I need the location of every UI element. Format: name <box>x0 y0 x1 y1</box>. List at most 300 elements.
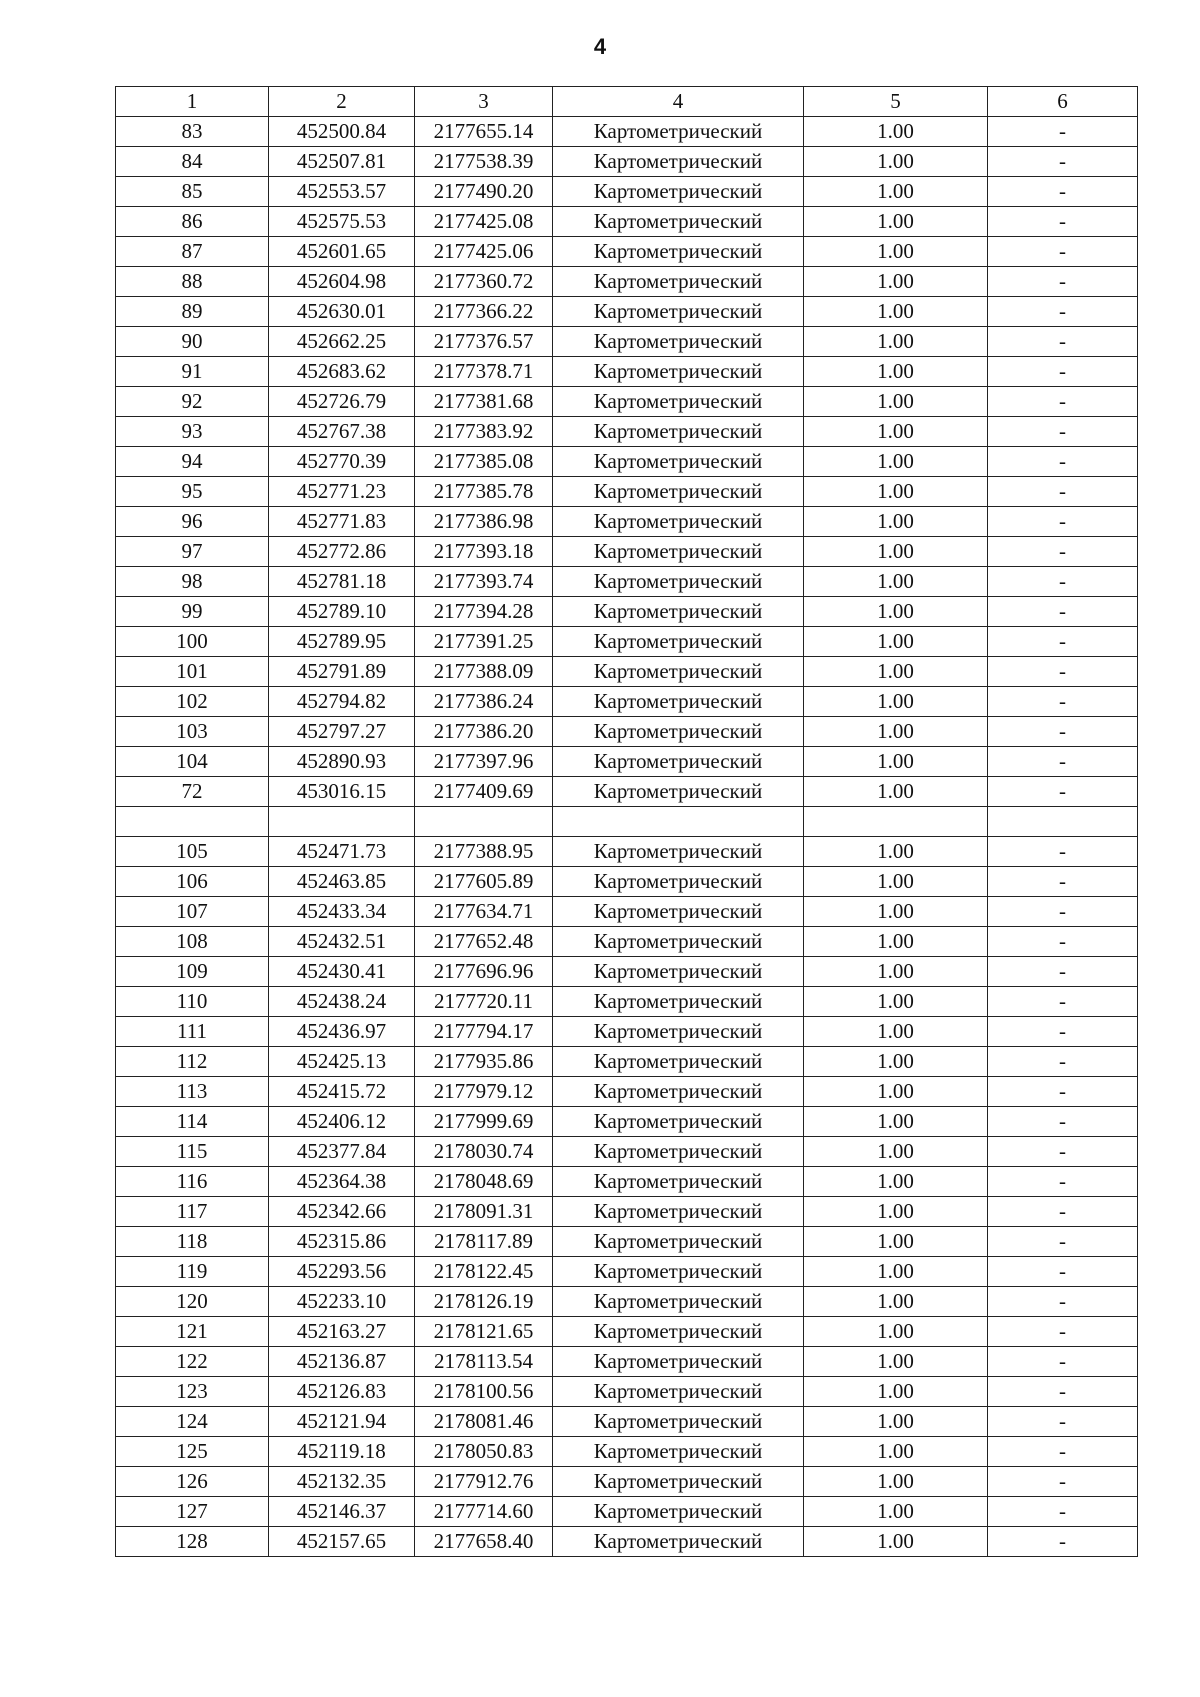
method-cell: Картометрический <box>553 777 804 807</box>
y-coordinate-cell: 2177394.28 <box>415 597 553 627</box>
table-row <box>116 1257 1138 1287</box>
table-row <box>116 747 1138 777</box>
accuracy-cell: 1.00 <box>804 1527 988 1557</box>
note-cell: - <box>988 1347 1138 1377</box>
method-cell: Картометрический <box>553 1167 804 1197</box>
x-coordinate-cell: 452119.18 <box>269 1437 415 1467</box>
method-cell: Картометрический <box>553 267 804 297</box>
point-number-cell: 97 <box>116 537 269 567</box>
y-coordinate-cell: 2178121.65 <box>415 1317 553 1347</box>
point-number-cell: 120 <box>116 1287 269 1317</box>
x-coordinate-cell: 452233.10 <box>269 1287 415 1317</box>
note-cell: - <box>988 657 1138 687</box>
point-number-cell: 119 <box>116 1257 269 1287</box>
accuracy-cell: 1.00 <box>804 627 988 657</box>
method-cell: Картометрический <box>553 1407 804 1437</box>
method-cell: Картометрический <box>553 507 804 537</box>
note-cell: - <box>988 1107 1138 1137</box>
method-cell: Картометрический <box>553 1467 804 1497</box>
method-cell: Картометрический <box>553 387 804 417</box>
x-coordinate-cell: 452662.25 <box>269 327 415 357</box>
table-row <box>116 927 1138 957</box>
accuracy-cell: 1.00 <box>804 1137 988 1167</box>
x-coordinate-cell: 452604.98 <box>269 267 415 297</box>
y-coordinate-cell: 2177381.68 <box>415 387 553 417</box>
y-coordinate-cell: 2178081.46 <box>415 1407 553 1437</box>
point-number-cell: 93 <box>116 417 269 447</box>
y-coordinate-cell: 2177360.72 <box>415 267 553 297</box>
note-cell: - <box>988 267 1138 297</box>
point-number-cell: 118 <box>116 1227 269 1257</box>
method-cell: Картометрический <box>553 927 804 957</box>
point-number-cell: 100 <box>116 627 269 657</box>
note-cell <box>988 807 1138 837</box>
y-coordinate-cell: 2177386.20 <box>415 717 553 747</box>
accuracy-cell: 1.00 <box>804 297 988 327</box>
y-coordinate-cell: 2178126.19 <box>415 1287 553 1317</box>
point-number-cell: 110 <box>116 987 269 1017</box>
note-cell: - <box>988 237 1138 267</box>
y-coordinate-cell: 2177383.92 <box>415 417 553 447</box>
table-body <box>116 117 1138 1557</box>
point-number-cell: 99 <box>116 597 269 627</box>
accuracy-cell: 1.00 <box>804 1377 988 1407</box>
note-cell: - <box>988 957 1138 987</box>
method-cell: Картометрический <box>553 627 804 657</box>
x-coordinate-cell: 452771.23 <box>269 477 415 507</box>
y-coordinate-cell: 2177720.11 <box>415 987 553 1017</box>
page-number: 4 <box>593 34 607 59</box>
table-row <box>116 537 1138 567</box>
method-cell: Картометрический <box>553 867 804 897</box>
accuracy-cell: 1.00 <box>804 267 988 297</box>
note-cell: - <box>988 1167 1138 1197</box>
x-coordinate-cell: 452415.72 <box>269 1077 415 1107</box>
method-cell: Картометрический <box>553 1137 804 1167</box>
x-coordinate-cell: 452436.97 <box>269 1017 415 1047</box>
y-coordinate-cell: 2177393.18 <box>415 537 553 567</box>
note-cell: - <box>988 717 1138 747</box>
x-coordinate-cell: 452500.84 <box>269 117 415 147</box>
x-coordinate-cell: 452433.34 <box>269 897 415 927</box>
y-coordinate-cell: 2177391.25 <box>415 627 553 657</box>
accuracy-cell: 1.00 <box>804 1227 988 1257</box>
y-coordinate-cell: 2177652.48 <box>415 927 553 957</box>
accuracy-cell: 1.00 <box>804 1317 988 1347</box>
method-cell: Картометрический <box>553 567 804 597</box>
accuracy-cell: 1.00 <box>804 1047 988 1077</box>
y-coordinate-cell: 2177388.95 <box>415 837 553 867</box>
method-cell: Картометрический <box>553 297 804 327</box>
table-row <box>116 1017 1138 1047</box>
x-coordinate-cell: 452630.01 <box>269 297 415 327</box>
method-cell: Картометрический <box>553 357 804 387</box>
method-cell: Картометрический <box>553 207 804 237</box>
table-row <box>116 177 1138 207</box>
note-cell: - <box>988 1407 1138 1437</box>
table-row <box>116 1527 1138 1557</box>
accuracy-cell: 1.00 <box>804 957 988 987</box>
x-coordinate-cell: 452553.57 <box>269 177 415 207</box>
x-coordinate-cell: 452121.94 <box>269 1407 415 1437</box>
point-number-cell: 122 <box>116 1347 269 1377</box>
accuracy-cell: 1.00 <box>804 867 988 897</box>
note-cell: - <box>988 927 1138 957</box>
x-coordinate-cell: 452342.66 <box>269 1197 415 1227</box>
y-coordinate-cell: 2178122.45 <box>415 1257 553 1287</box>
method-cell: Картометрический <box>553 1287 804 1317</box>
accuracy-cell: 1.00 <box>804 1497 988 1527</box>
table-row <box>116 567 1138 597</box>
point-number-cell: 121 <box>116 1317 269 1347</box>
y-coordinate-cell: 2177490.20 <box>415 177 553 207</box>
point-number-cell: 101 <box>116 657 269 687</box>
table-row <box>116 807 1138 837</box>
method-cell: Картометрический <box>553 1497 804 1527</box>
point-number-cell: 124 <box>116 1407 269 1437</box>
x-coordinate-cell: 452789.95 <box>269 627 415 657</box>
note-cell: - <box>988 387 1138 417</box>
column-header-3: 3 <box>415 87 553 117</box>
point-number-cell: 116 <box>116 1167 269 1197</box>
method-cell: Картометрический <box>553 417 804 447</box>
accuracy-cell: 1.00 <box>804 537 988 567</box>
x-coordinate-cell: 452794.82 <box>269 687 415 717</box>
point-number-cell: 125 <box>116 1437 269 1467</box>
table-row <box>116 987 1138 1017</box>
y-coordinate-cell: 2177385.08 <box>415 447 553 477</box>
y-coordinate-cell: 2177393.74 <box>415 567 553 597</box>
accuracy-cell: 1.00 <box>804 1407 988 1437</box>
point-number-cell: 98 <box>116 567 269 597</box>
note-cell: - <box>988 1257 1138 1287</box>
note-cell: - <box>988 117 1138 147</box>
note-cell: - <box>988 1137 1138 1167</box>
accuracy-cell: 1.00 <box>804 687 988 717</box>
column-header-5: 5 <box>804 87 988 117</box>
method-cell: Картометрический <box>553 1197 804 1227</box>
point-number-cell: 106 <box>116 867 269 897</box>
note-cell: - <box>988 987 1138 1017</box>
table-row <box>116 837 1138 867</box>
method-cell: Картометрический <box>553 687 804 717</box>
x-coordinate-cell: 452726.79 <box>269 387 415 417</box>
x-coordinate-cell: 452601.65 <box>269 237 415 267</box>
table-row <box>116 897 1138 927</box>
point-number-cell: 113 <box>116 1077 269 1107</box>
note-cell: - <box>988 597 1138 627</box>
method-cell: Картометрический <box>553 1437 804 1467</box>
y-coordinate-cell: 2177366.22 <box>415 297 553 327</box>
method-cell: Картометрический <box>553 1227 804 1257</box>
method-cell <box>553 807 804 837</box>
y-coordinate-cell: 2177425.06 <box>415 237 553 267</box>
x-coordinate-cell: 452791.89 <box>269 657 415 687</box>
accuracy-cell: 1.00 <box>804 657 988 687</box>
accuracy-cell: 1.00 <box>804 237 988 267</box>
note-cell: - <box>988 627 1138 657</box>
point-number-cell: 108 <box>116 927 269 957</box>
method-cell: Картометрический <box>553 1077 804 1107</box>
accuracy-cell: 1.00 <box>804 1347 988 1377</box>
note-cell: - <box>988 1077 1138 1107</box>
accuracy-cell: 1.00 <box>804 417 988 447</box>
note-cell: - <box>988 507 1138 537</box>
column-header-2: 2 <box>269 87 415 117</box>
accuracy-cell: 1.00 <box>804 1167 988 1197</box>
note-cell: - <box>988 477 1138 507</box>
point-number-cell: 88 <box>116 267 269 297</box>
note-cell: - <box>988 1527 1138 1557</box>
point-number-cell: 127 <box>116 1497 269 1527</box>
column-header-4: 4 <box>553 87 804 117</box>
x-coordinate-cell: 452425.13 <box>269 1047 415 1077</box>
table-row <box>116 597 1138 627</box>
point-number-cell: 83 <box>116 117 269 147</box>
point-number-cell: 87 <box>116 237 269 267</box>
note-cell: - <box>988 1227 1138 1257</box>
method-cell: Картометрический <box>553 987 804 1017</box>
note-cell: - <box>988 207 1138 237</box>
note-cell: - <box>988 1287 1138 1317</box>
table-header <box>116 87 1138 117</box>
x-coordinate-cell: 453016.15 <box>269 777 415 807</box>
accuracy-cell: 1.00 <box>804 177 988 207</box>
x-coordinate-cell: 452890.93 <box>269 747 415 777</box>
table-row <box>116 1197 1138 1227</box>
x-coordinate-cell: 452132.35 <box>269 1467 415 1497</box>
accuracy-cell: 1.00 <box>804 207 988 237</box>
x-coordinate-cell: 452789.10 <box>269 597 415 627</box>
note-cell: - <box>988 837 1138 867</box>
point-number-cell: 72 <box>116 777 269 807</box>
x-coordinate-cell <box>269 807 415 837</box>
x-coordinate-cell: 452163.27 <box>269 1317 415 1347</box>
method-cell: Картометрический <box>553 897 804 927</box>
note-cell: - <box>988 1047 1138 1077</box>
y-coordinate-cell: 2177538.39 <box>415 147 553 177</box>
x-coordinate-cell: 452772.86 <box>269 537 415 567</box>
note-cell: - <box>988 327 1138 357</box>
table-row <box>116 1467 1138 1497</box>
y-coordinate-cell: 2177794.17 <box>415 1017 553 1047</box>
accuracy-cell: 1.00 <box>804 387 988 417</box>
y-coordinate-cell: 2177376.57 <box>415 327 553 357</box>
accuracy-cell: 1.00 <box>804 927 988 957</box>
accuracy-cell: 1.00 <box>804 117 988 147</box>
point-number-cell: 89 <box>116 297 269 327</box>
note-cell: - <box>988 297 1138 327</box>
note-cell: - <box>988 567 1138 597</box>
method-cell: Картометрический <box>553 1317 804 1347</box>
accuracy-cell: 1.00 <box>804 987 988 1017</box>
y-coordinate-cell: 2177397.96 <box>415 747 553 777</box>
point-number-cell: 115 <box>116 1137 269 1167</box>
point-number-cell: 84 <box>116 147 269 177</box>
note-cell: - <box>988 1197 1138 1227</box>
x-coordinate-cell: 452432.51 <box>269 927 415 957</box>
note-cell: - <box>988 897 1138 927</box>
method-cell: Картометрический <box>553 1257 804 1287</box>
method-cell: Картометрический <box>553 1017 804 1047</box>
x-coordinate-cell: 452126.83 <box>269 1377 415 1407</box>
accuracy-cell: 1.00 <box>804 1197 988 1227</box>
table-row <box>116 777 1138 807</box>
point-number-cell: 128 <box>116 1527 269 1557</box>
table-row <box>116 387 1138 417</box>
x-coordinate-cell: 452683.62 <box>269 357 415 387</box>
accuracy-cell: 1.00 <box>804 717 988 747</box>
point-number-cell: 105 <box>116 837 269 867</box>
x-coordinate-cell: 452430.41 <box>269 957 415 987</box>
table-row <box>116 867 1138 897</box>
method-cell: Картометрический <box>553 837 804 867</box>
table-row <box>116 1497 1138 1527</box>
accuracy-cell: 1.00 <box>804 327 988 357</box>
table-row <box>116 1167 1138 1197</box>
method-cell: Картометрический <box>553 477 804 507</box>
table-row <box>116 147 1138 177</box>
y-coordinate-cell <box>415 807 553 837</box>
y-coordinate-cell: 2177378.71 <box>415 357 553 387</box>
y-coordinate-cell: 2177979.12 <box>415 1077 553 1107</box>
y-coordinate-cell: 2177425.08 <box>415 207 553 237</box>
table-row <box>116 1377 1138 1407</box>
x-coordinate-cell: 452767.38 <box>269 417 415 447</box>
header-row <box>116 87 1138 117</box>
y-coordinate-cell: 2177388.09 <box>415 657 553 687</box>
x-coordinate-cell: 452146.37 <box>269 1497 415 1527</box>
y-coordinate-cell: 2177999.69 <box>415 1107 553 1137</box>
table-row <box>116 297 1138 327</box>
y-coordinate-cell: 2177696.96 <box>415 957 553 987</box>
y-coordinate-cell: 2178050.83 <box>415 1437 553 1467</box>
accuracy-cell: 1.00 <box>804 507 988 537</box>
accuracy-cell: 1.00 <box>804 597 988 627</box>
note-cell: - <box>988 177 1138 207</box>
note-cell: - <box>988 1317 1138 1347</box>
point-number-cell: 91 <box>116 357 269 387</box>
table-row <box>116 687 1138 717</box>
accuracy-cell: 1.00 <box>804 837 988 867</box>
table-row <box>116 1407 1138 1437</box>
x-coordinate-cell: 452293.56 <box>269 1257 415 1287</box>
table-row <box>116 1107 1138 1137</box>
accuracy-cell: 1.00 <box>804 567 988 597</box>
point-number-cell: 117 <box>116 1197 269 1227</box>
x-coordinate-cell: 452507.81 <box>269 147 415 177</box>
method-cell: Картометрический <box>553 747 804 777</box>
x-coordinate-cell: 452438.24 <box>269 987 415 1017</box>
accuracy-cell: 1.00 <box>804 447 988 477</box>
table-row <box>116 327 1138 357</box>
point-number-cell: 126 <box>116 1467 269 1497</box>
x-coordinate-cell: 452781.18 <box>269 567 415 597</box>
table-row <box>116 477 1138 507</box>
y-coordinate-cell: 2177714.60 <box>415 1497 553 1527</box>
accuracy-cell: 1.00 <box>804 747 988 777</box>
y-coordinate-cell: 2177634.71 <box>415 897 553 927</box>
note-cell: - <box>988 537 1138 567</box>
point-number-cell: 104 <box>116 747 269 777</box>
method-cell: Картометрический <box>553 237 804 267</box>
note-cell: - <box>988 357 1138 387</box>
accuracy-cell: 1.00 <box>804 357 988 387</box>
point-number-cell: 86 <box>116 207 269 237</box>
accuracy-cell: 1.00 <box>804 1107 988 1137</box>
method-cell: Картометрический <box>553 147 804 177</box>
table-row <box>116 237 1138 267</box>
point-number-cell: 85 <box>116 177 269 207</box>
x-coordinate-cell: 452157.65 <box>269 1527 415 1557</box>
point-number-cell: 103 <box>116 717 269 747</box>
note-cell: - <box>988 777 1138 807</box>
y-coordinate-cell: 2177605.89 <box>415 867 553 897</box>
x-coordinate-cell: 452364.38 <box>269 1167 415 1197</box>
x-coordinate-cell: 452406.12 <box>269 1107 415 1137</box>
y-coordinate-cell: 2177912.76 <box>415 1467 553 1497</box>
table-row <box>116 1047 1138 1077</box>
point-number-cell: 94 <box>116 447 269 477</box>
table-row <box>116 117 1138 147</box>
y-coordinate-cell: 2177935.86 <box>415 1047 553 1077</box>
accuracy-cell: 1.00 <box>804 1257 988 1287</box>
coordinates-table <box>115 86 1138 1557</box>
y-coordinate-cell: 2177386.98 <box>415 507 553 537</box>
accuracy-cell: 1.00 <box>804 1437 988 1467</box>
y-coordinate-cell: 2178030.74 <box>415 1137 553 1167</box>
table-row <box>116 717 1138 747</box>
table-row <box>116 267 1138 297</box>
x-coordinate-cell: 452797.27 <box>269 717 415 747</box>
x-coordinate-cell: 452136.87 <box>269 1347 415 1377</box>
accuracy-cell: 1.00 <box>804 477 988 507</box>
accuracy-cell: 1.00 <box>804 1017 988 1047</box>
x-coordinate-cell: 452463.85 <box>269 867 415 897</box>
y-coordinate-cell: 2178113.54 <box>415 1347 553 1377</box>
table-row <box>116 1317 1138 1347</box>
method-cell: Картометрический <box>553 597 804 627</box>
note-cell: - <box>988 1377 1138 1407</box>
point-number-cell: 123 <box>116 1377 269 1407</box>
table-row <box>116 1347 1138 1377</box>
table-row <box>116 1137 1138 1167</box>
point-number-cell: 92 <box>116 387 269 417</box>
column-header-1: 1 <box>116 87 269 117</box>
note-cell: - <box>988 747 1138 777</box>
accuracy-cell: 1.00 <box>804 1287 988 1317</box>
accuracy-cell: 1.00 <box>804 1077 988 1107</box>
method-cell: Картометрический <box>553 1527 804 1557</box>
point-number-cell: 114 <box>116 1107 269 1137</box>
method-cell: Картометрический <box>553 657 804 687</box>
table-row <box>116 357 1138 387</box>
table-row <box>116 657 1138 687</box>
method-cell: Картометрический <box>553 1047 804 1077</box>
x-coordinate-cell: 452575.53 <box>269 207 415 237</box>
y-coordinate-cell: 2177386.24 <box>415 687 553 717</box>
note-cell: - <box>988 447 1138 477</box>
accuracy-cell: 1.00 <box>804 147 988 177</box>
point-number-cell: 96 <box>116 507 269 537</box>
method-cell: Картометрический <box>553 537 804 567</box>
y-coordinate-cell: 2177658.40 <box>415 1527 553 1557</box>
point-number-cell <box>116 807 269 837</box>
note-cell: - <box>988 417 1138 447</box>
table-row <box>116 507 1138 537</box>
method-cell: Картометрический <box>553 177 804 207</box>
accuracy-cell <box>804 807 988 837</box>
